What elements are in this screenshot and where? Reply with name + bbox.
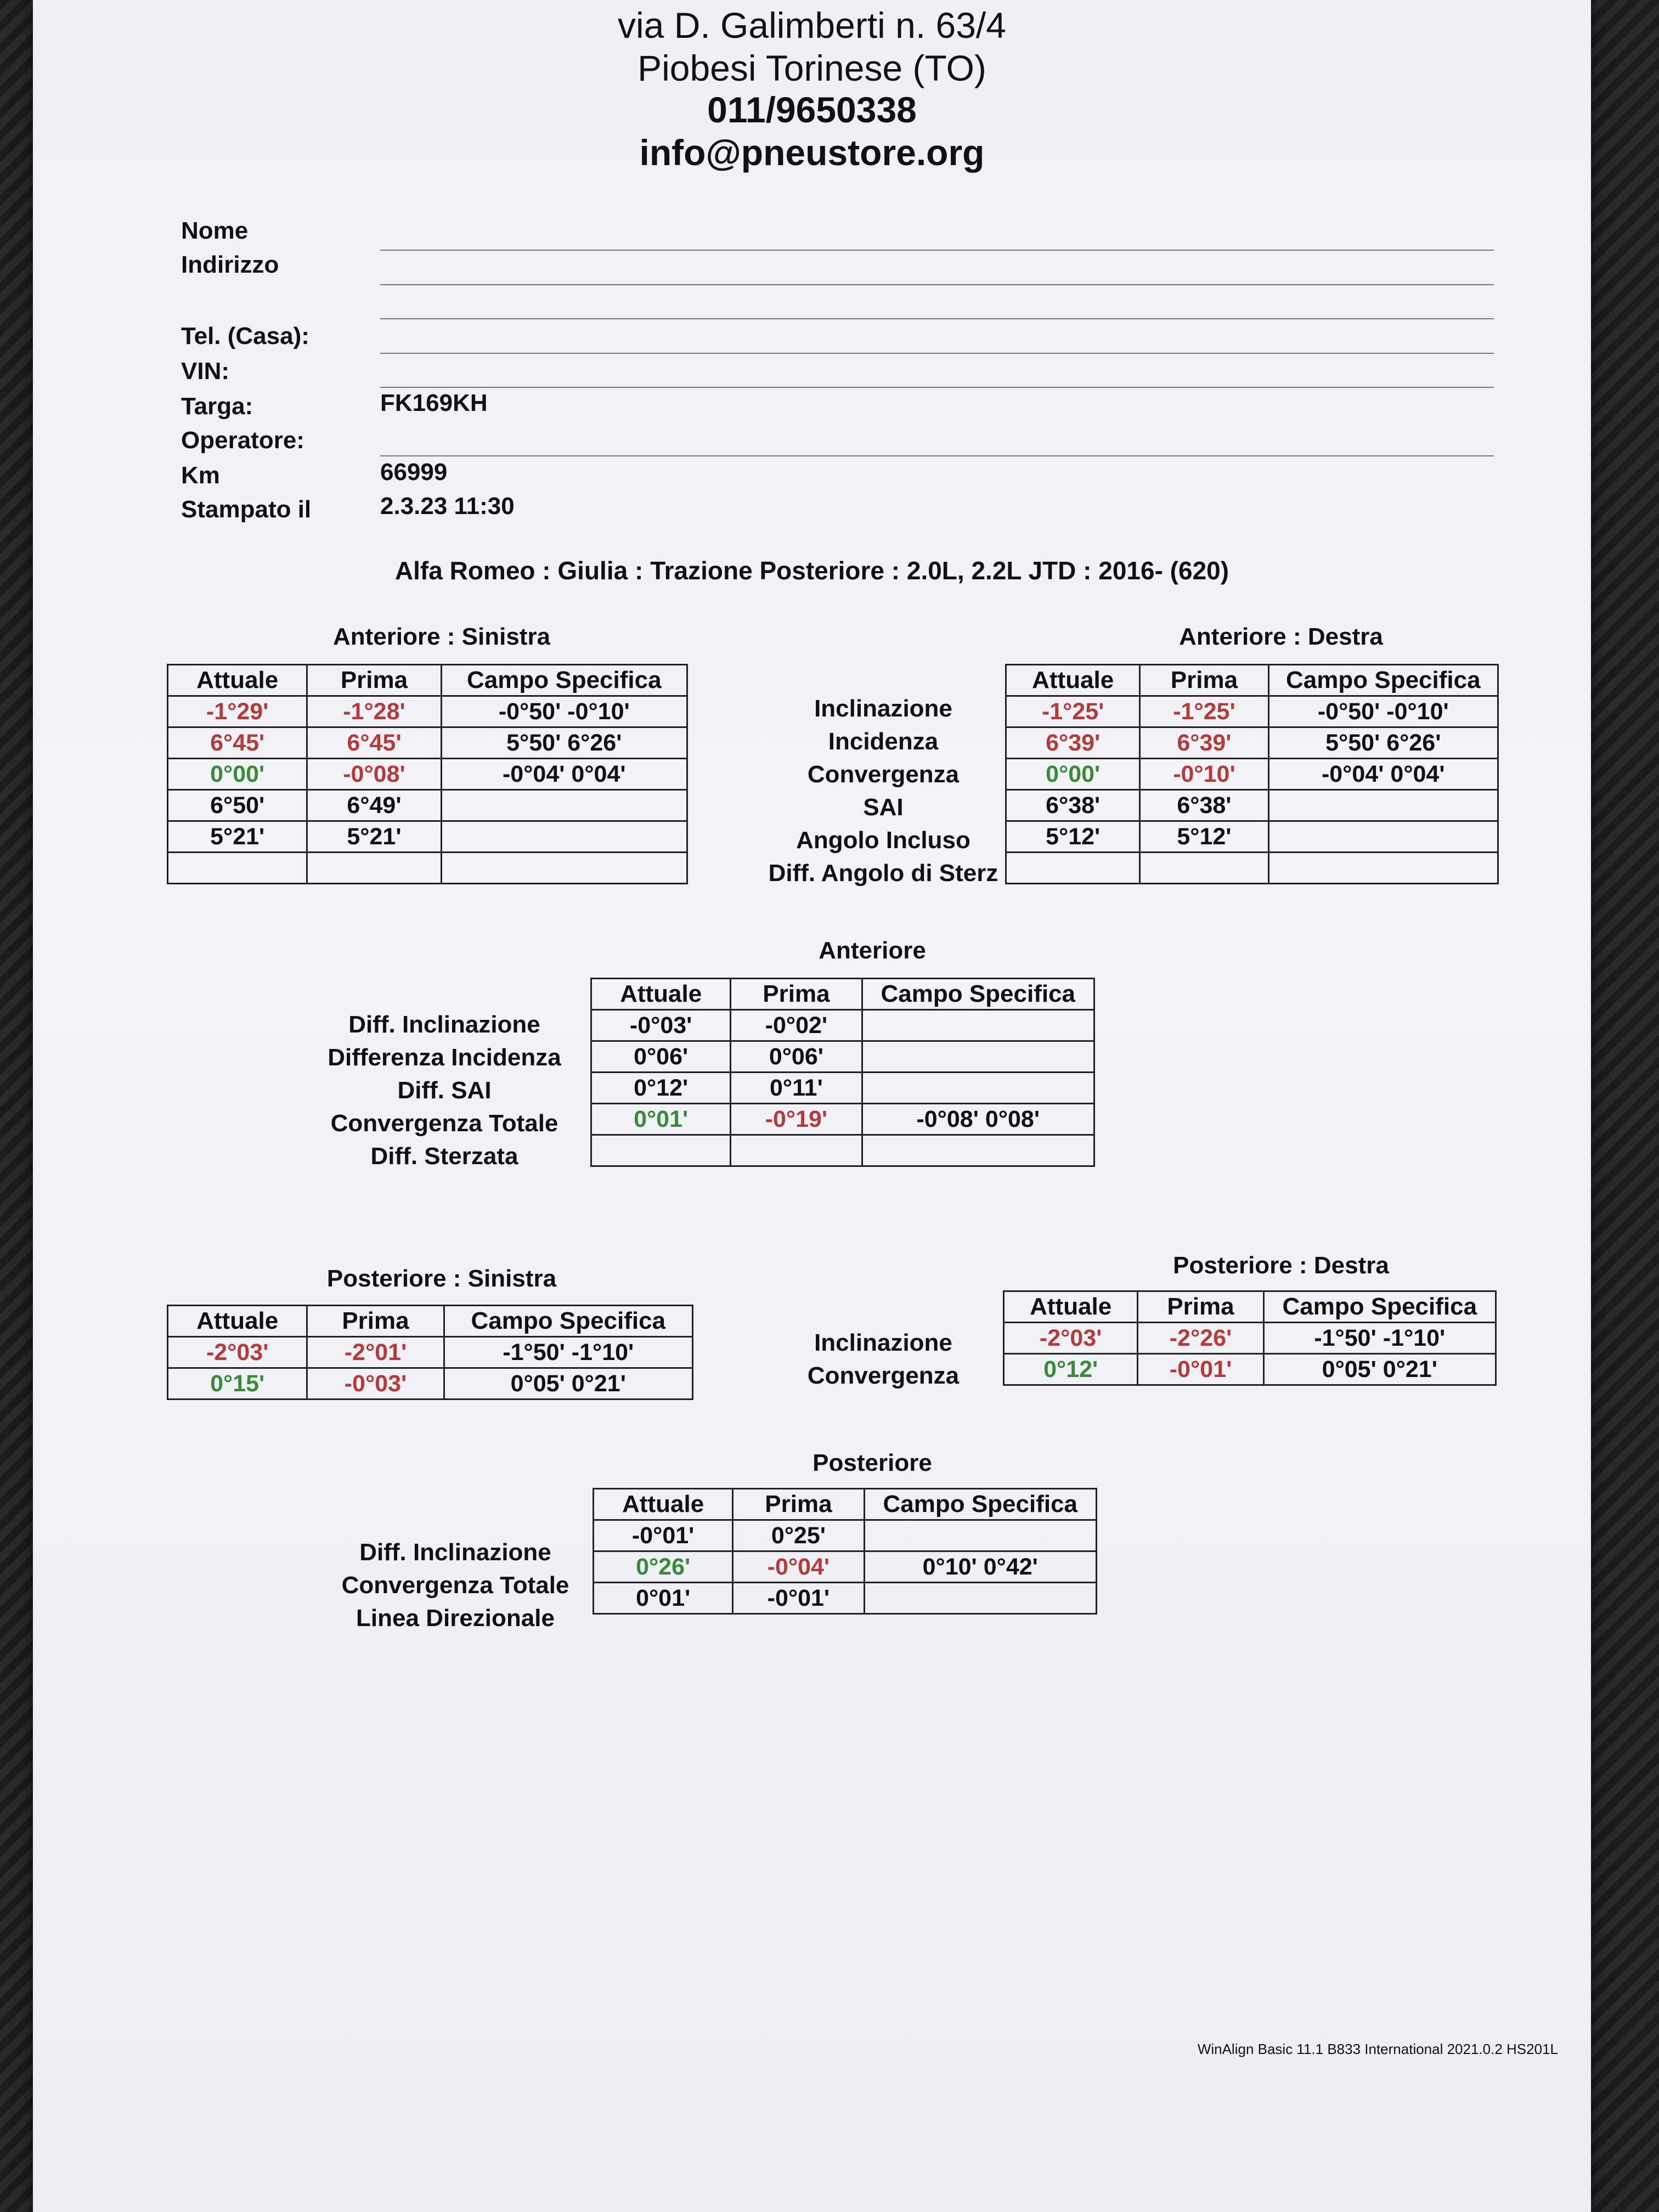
table-row <box>168 759 687 790</box>
printout-sheet <box>33 0 1591 2212</box>
cell-campo <box>864 1520 1096 1551</box>
cell-attuale: 5°12' <box>1006 821 1140 853</box>
cell-prima <box>1140 853 1268 884</box>
cell-attuale: 6°39' <box>1006 727 1140 759</box>
table-row <box>168 790 687 821</box>
front-right-table <box>1005 664 1499 884</box>
table-row <box>1006 790 1498 821</box>
vehicle-spec: Alfa Romeo : Giulia : Trazione Posteriore : 2.0L, 2.2L JTD : 2016- (620) <box>394 556 1229 585</box>
cell-attuale: -1°29' <box>168 696 307 727</box>
label-convergenza: Convergenza <box>807 1362 960 1389</box>
table-row <box>594 1520 1097 1551</box>
rear-right-table <box>1003 1290 1497 1386</box>
rear-left-title: Posteriore : Sinistra <box>326 1265 557 1292</box>
cell-prima: 6°38' <box>1140 790 1268 821</box>
label-diff-sterzata: Diff. Sterzata <box>370 1143 518 1170</box>
cell-attuale: 0°12' <box>1004 1354 1138 1385</box>
cell-prima: -0°02' <box>731 1010 862 1041</box>
cell-campo: 0°05' 0°21' <box>444 1368 692 1400</box>
cell-attuale: -2°03' <box>1004 1323 1138 1354</box>
cell-attuale: 0°00' <box>1006 759 1140 790</box>
tel-label: Tel. (Casa): <box>181 323 309 349</box>
front-left-table <box>167 664 688 884</box>
label-linea-direzionale: Linea Direzionale <box>356 1605 555 1632</box>
stampato-label: Stampato il <box>181 496 312 523</box>
cell-prima: -0°01' <box>1138 1354 1263 1385</box>
cell-campo <box>1268 853 1498 884</box>
cell-attuale: -2°03' <box>168 1337 307 1368</box>
table-row <box>1004 1354 1496 1385</box>
cell-campo <box>441 790 687 821</box>
table-row <box>594 1551 1097 1583</box>
cell-campo: 5°50' 6°26' <box>1268 727 1498 759</box>
cell-campo <box>862 1041 1094 1073</box>
col-prima: Prima <box>1140 665 1268 696</box>
nome-line <box>380 250 1494 251</box>
cell-attuale: 0°00' <box>168 759 307 790</box>
cell-campo: -0°50' -0°10' <box>441 696 687 727</box>
targa-label: Targa: <box>181 393 253 420</box>
shop-phone: 011/9650338 <box>707 89 917 130</box>
cell-campo <box>862 1073 1094 1104</box>
cell-prima: 6°49' <box>307 790 441 821</box>
cell-prima: -0°10' <box>1140 759 1268 790</box>
table-row <box>591 1073 1094 1104</box>
cell-campo <box>862 1135 1094 1166</box>
col-prima: Prima <box>307 1306 444 1337</box>
km-value: 66999 <box>380 459 448 486</box>
cell-attuale <box>168 853 307 884</box>
stampato-value: 2.3.23 11:30 <box>380 493 515 520</box>
nome-label: Nome <box>181 217 249 244</box>
shop-address: via D. Galimberti n. 63/4 <box>618 5 1006 46</box>
cell-campo: -0°50' -0°10' <box>1268 696 1498 727</box>
cell-campo: 5°50' 6°26' <box>441 727 687 759</box>
front-axle-title: Anteriore <box>819 937 926 964</box>
label-inclinazione: Inclinazione <box>814 1329 952 1356</box>
indirizzo-line <box>380 284 1494 285</box>
cell-prima: -1°28' <box>307 696 441 727</box>
cell-attuale: 0°01' <box>594 1583 733 1614</box>
col-attuale: Attuale <box>168 1306 307 1337</box>
cell-attuale: 6°45' <box>168 727 307 759</box>
front-labels <box>713 692 1053 890</box>
col-prima: Prima <box>731 979 862 1010</box>
table-row <box>1006 759 1498 790</box>
cell-prima: 0°25' <box>733 1520 864 1551</box>
cell-campo <box>864 1583 1096 1614</box>
cell-prima: 6°45' <box>307 727 441 759</box>
label-diff-inclinazione: Diff. Inclinazione <box>348 1011 540 1038</box>
vin-label: VIN: <box>181 358 229 385</box>
label-diff-sai: Diff. SAI <box>397 1077 492 1104</box>
col-campo: Campo Specifica <box>864 1489 1096 1520</box>
rear-axle-title: Posteriore <box>812 1449 932 1476</box>
cell-attuale: -0°01' <box>594 1520 733 1551</box>
cell-campo: -0°04' 0°04' <box>1268 759 1498 790</box>
cell-prima: -0°08' <box>307 759 441 790</box>
cell-campo <box>862 1010 1094 1041</box>
label-incidenza: Incidenza <box>828 728 939 755</box>
cell-attuale: 0°15' <box>168 1368 307 1400</box>
col-campo: Campo Specifica <box>862 979 1094 1010</box>
cell-attuale: -0°03' <box>591 1010 731 1041</box>
table-row <box>591 1104 1094 1135</box>
cell-attuale: 6°38' <box>1006 790 1140 821</box>
cell-attuale: 5°21' <box>168 821 307 853</box>
table-row <box>591 1135 1094 1166</box>
front-right-title: Anteriore : Destra <box>1179 623 1383 650</box>
table-row <box>168 696 687 727</box>
rear-axle-table <box>592 1488 1097 1615</box>
col-campo: Campo Specifica <box>1263 1291 1496 1323</box>
operatore-label: Operatore: <box>181 427 304 454</box>
label-convergenza-totale: Convergenza Totale <box>341 1572 569 1599</box>
col-attuale: Attuale <box>1004 1291 1138 1323</box>
col-attuale: Attuale <box>594 1489 733 1520</box>
shop-email: info@pneustore.org <box>639 132 985 173</box>
tel-line <box>380 353 1494 354</box>
cell-prima: -2°26' <box>1138 1323 1263 1354</box>
cell-campo <box>441 821 687 853</box>
operatore-line <box>380 455 1494 456</box>
table-row <box>1004 1323 1496 1354</box>
label-sai: SAI <box>863 794 904 821</box>
cell-campo <box>1268 821 1498 853</box>
cell-attuale <box>591 1135 731 1166</box>
label-angolo-incluso: Angolo Incluso <box>796 827 970 854</box>
col-attuale: Attuale <box>1006 665 1140 696</box>
cell-attuale: 6°50' <box>168 790 307 821</box>
indirizzo-line-2 <box>380 318 1494 319</box>
rear-axle-labels <box>285 1536 625 1635</box>
cell-prima: -0°03' <box>307 1368 444 1400</box>
rear-left-table <box>167 1305 693 1400</box>
label-differenza-incidenza: Differenza Incidenza <box>328 1044 561 1071</box>
cell-campo <box>1268 790 1498 821</box>
col-campo: Campo Specifica <box>441 665 687 696</box>
cell-campo: 0°10' 0°42' <box>864 1551 1096 1583</box>
cell-campo: 0°05' 0°21' <box>1263 1354 1496 1385</box>
table-row <box>591 1010 1094 1041</box>
cell-prima <box>731 1135 862 1166</box>
table-row <box>168 727 687 759</box>
col-prima: Prima <box>733 1489 864 1520</box>
col-prima: Prima <box>307 665 441 696</box>
table-row <box>168 821 687 853</box>
cell-prima: 5°12' <box>1140 821 1268 853</box>
cell-campo: -1°50' -1°10' <box>444 1337 692 1368</box>
front-left-title: Anteriore : Sinistra <box>332 623 551 650</box>
software-version: WinAlign Basic 11.1 B833 International 2021.0.2 HS201L <box>1197 2041 1558 2057</box>
cell-prima: -1°25' <box>1140 696 1268 727</box>
label-diff-inclinazione: Diff. Inclinazione <box>359 1539 551 1566</box>
cell-prima: -0°19' <box>731 1104 862 1135</box>
cell-campo: -0°08' 0°08' <box>862 1104 1094 1135</box>
label-inclinazione: Inclinazione <box>814 695 952 722</box>
table-row <box>1006 853 1498 884</box>
label-convergenza: Convergenza <box>807 761 960 788</box>
cell-attuale <box>1006 853 1140 884</box>
cell-prima: 0°11' <box>731 1073 862 1104</box>
table-row <box>1006 696 1498 727</box>
table-row <box>168 853 687 884</box>
table-row <box>1006 821 1498 853</box>
cell-prima: 0°06' <box>731 1041 862 1073</box>
vin-line <box>380 387 1494 388</box>
cell-prima: 6°39' <box>1140 727 1268 759</box>
indirizzo-label: Indirizzo <box>181 251 279 278</box>
front-axle-labels <box>274 1008 614 1173</box>
col-attuale: Attuale <box>168 665 307 696</box>
cell-prima <box>307 853 441 884</box>
col-campo: Campo Specifica <box>444 1306 692 1337</box>
cell-prima: 5°21' <box>307 821 441 853</box>
cell-attuale: 0°12' <box>591 1073 731 1104</box>
col-attuale: Attuale <box>591 979 731 1010</box>
table-row <box>594 1583 1097 1614</box>
table-row <box>591 1041 1094 1073</box>
cell-prima: -0°01' <box>733 1583 864 1614</box>
targa-value: FK169KH <box>380 390 488 416</box>
cell-attuale: 0°26' <box>594 1551 733 1583</box>
label-convergenza-totale: Convergenza Totale <box>330 1110 558 1137</box>
cell-campo: -0°04' 0°04' <box>441 759 687 790</box>
col-prima: Prima <box>1138 1291 1263 1323</box>
cell-attuale: -1°25' <box>1006 696 1140 727</box>
km-label: Km <box>181 462 220 489</box>
label-diff-angolo-sterz: Diff. Angolo di Sterz <box>768 860 998 887</box>
cell-campo <box>441 853 687 884</box>
table-row <box>1006 727 1498 759</box>
cell-attuale: 0°06' <box>591 1041 731 1073</box>
cell-campo: -1°50' -1°10' <box>1263 1323 1496 1354</box>
cell-prima: -2°01' <box>307 1337 444 1368</box>
table-row <box>168 1368 693 1400</box>
rear-right-title: Posteriore : Destra <box>1173 1252 1389 1279</box>
table-row <box>168 1337 693 1368</box>
front-axle-table <box>590 978 1095 1167</box>
cell-attuale: 0°01' <box>591 1104 731 1135</box>
rear-labels <box>713 1327 1053 1392</box>
col-campo: Campo Specifica <box>1268 665 1498 696</box>
cell-prima: -0°04' <box>733 1551 864 1583</box>
shop-city: Piobesi Torinese (TO) <box>637 48 986 88</box>
